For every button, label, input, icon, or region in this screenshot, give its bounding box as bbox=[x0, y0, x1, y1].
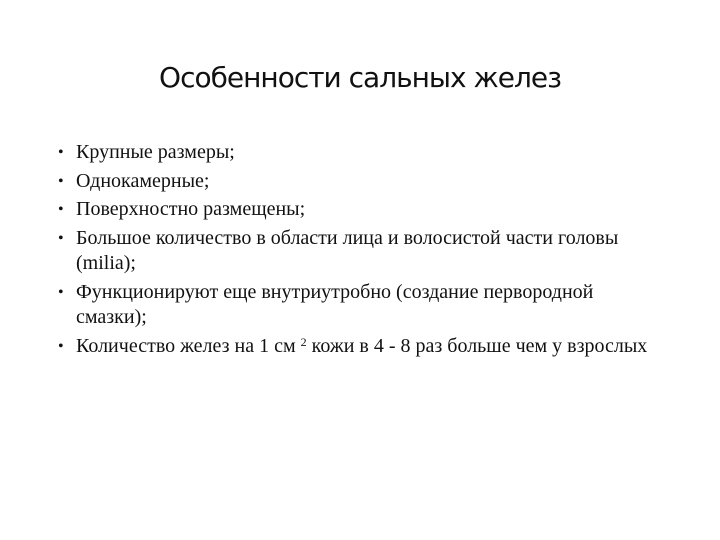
list-item-text: Крупные размеры; bbox=[76, 141, 235, 163]
list-item-text: Функционируют еще внутриутробно (создание первородной смазки); bbox=[76, 280, 594, 328]
list-item-text: Поверхностно размещены; bbox=[76, 198, 306, 220]
bullet-icon: • bbox=[58, 201, 64, 218]
bullet-icon: • bbox=[58, 172, 64, 190]
list-item-text: Однокамерные; bbox=[76, 169, 210, 192]
slide-title: Особенности сальных желез bbox=[159, 61, 561, 94]
list-item bbox=[58, 334, 668, 360]
bullet-list bbox=[58, 140, 668, 362]
square-superscript: 2 bbox=[300, 334, 307, 349]
bullet-icon: • bbox=[58, 229, 64, 247]
bullet-icon: • bbox=[58, 144, 64, 161]
list-item bbox=[58, 169, 668, 195]
list-item bbox=[58, 280, 668, 331]
list-item-text-end: кожи в 4 - 8 раз больше чем у взрослых bbox=[306, 334, 648, 357]
list-item-text-start: Количество желез на 1 см bbox=[76, 334, 301, 357]
bullet-icon: • bbox=[58, 283, 64, 301]
list-item bbox=[58, 140, 668, 166]
list-item bbox=[58, 197, 668, 223]
list-item bbox=[58, 226, 668, 277]
list-item-text: Большое количество в области лица и волосистой части головы (milia); bbox=[76, 226, 619, 274]
bullet-icon: • bbox=[58, 337, 64, 355]
